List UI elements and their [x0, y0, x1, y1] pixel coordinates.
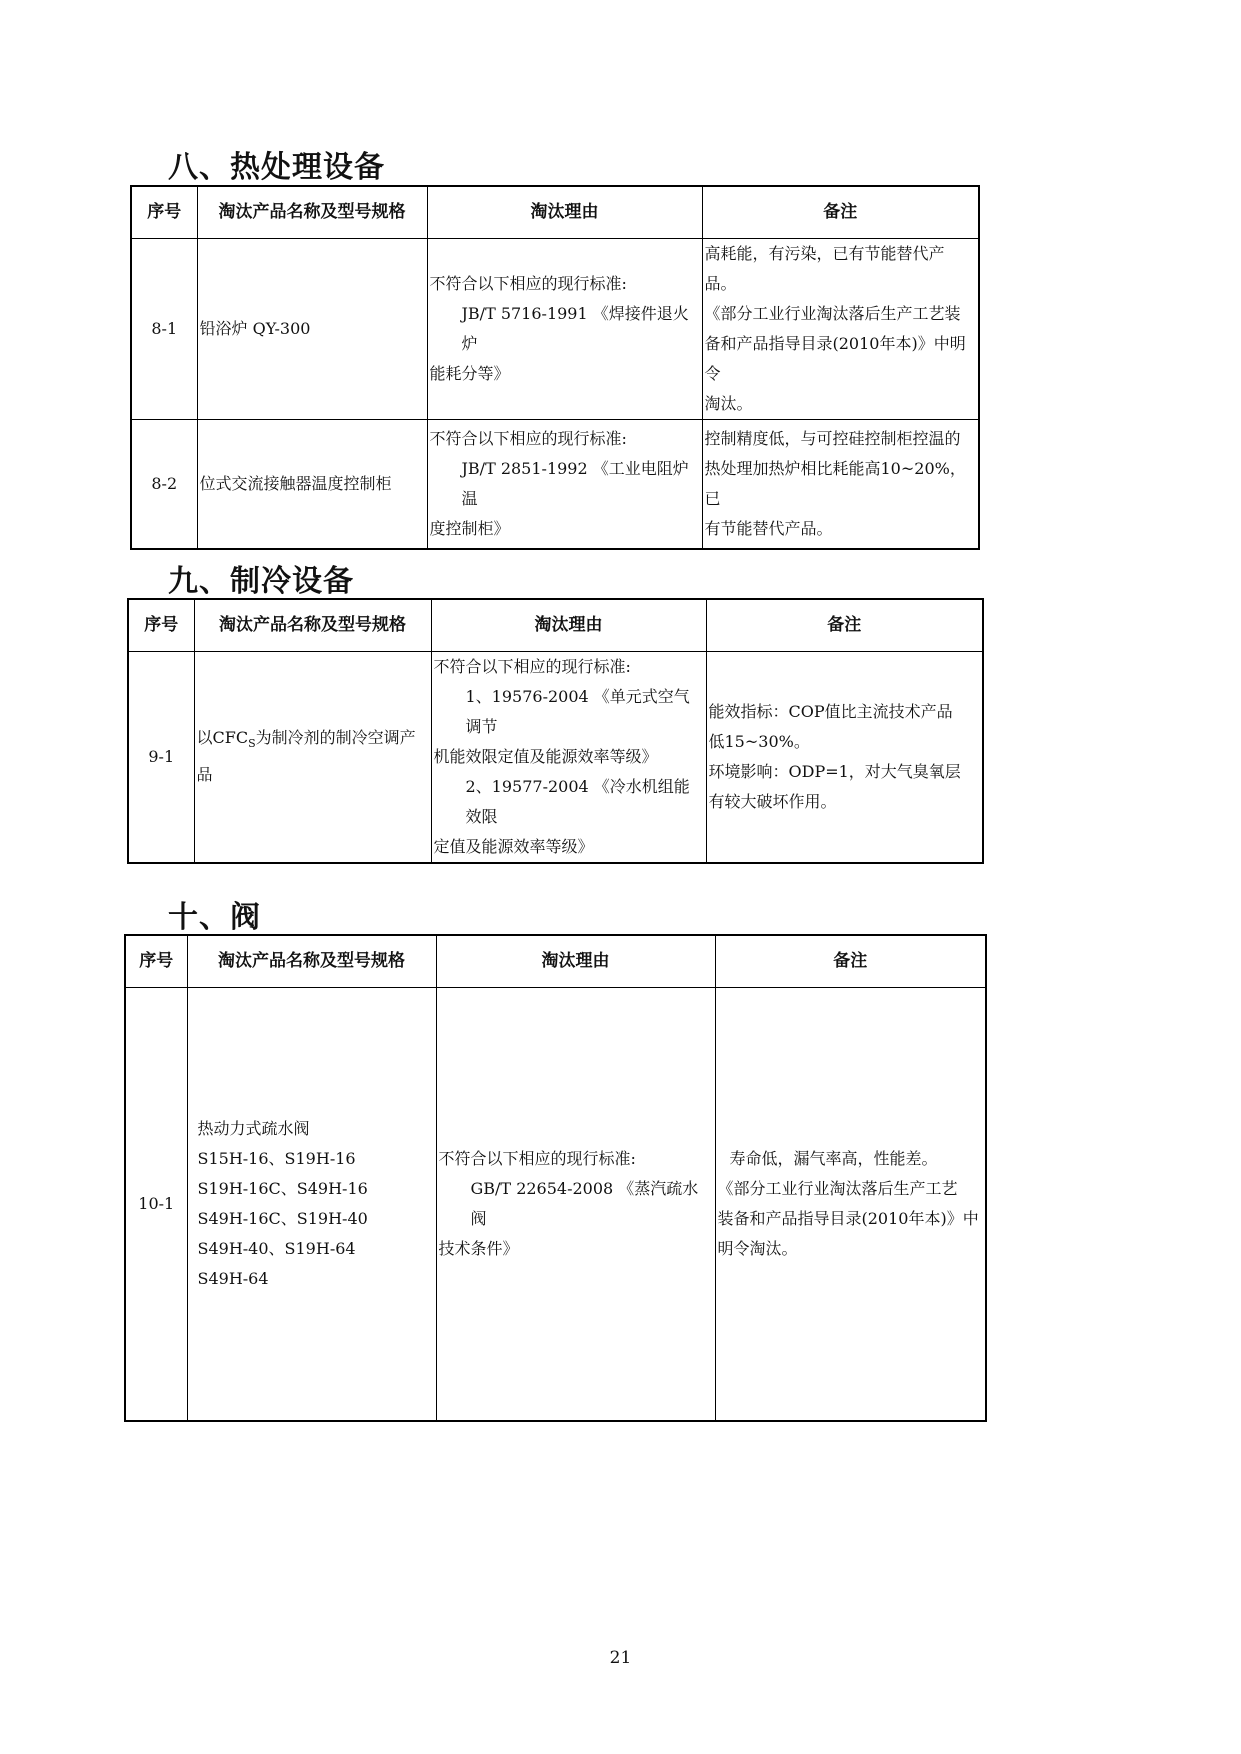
- table-row: [128, 651, 983, 863]
- row-seq: 9-1: [128, 651, 194, 863]
- name-line: S19H-16C、S49H-16: [197, 1178, 368, 1198]
- row-reason: [427, 238, 702, 419]
- note-line: 备和产品指导目录(2010年本)》中明令: [704, 333, 966, 383]
- row-seq: 8-1: [131, 238, 197, 419]
- header-note: 备注: [715, 935, 986, 987]
- reason-line: JB/T 5716-1991 《焊接件退火炉: [461, 303, 689, 353]
- section-10-title: 十、阀: [168, 900, 261, 935]
- name-suffix: 为制冷剂的制冷空调产品: [196, 728, 416, 784]
- table-row: [125, 987, 986, 1421]
- note-line: 环境影响：ODP=1，对大气臭氧层: [708, 761, 961, 781]
- row-reason: [427, 419, 702, 549]
- header-seq: 序号: [131, 186, 197, 238]
- table-row: [131, 419, 979, 549]
- reason-line: 不符合以下相应的现行标准:: [433, 656, 631, 676]
- header-reason: 淘汰理由: [436, 935, 715, 987]
- reason-line: 度控制柜》: [429, 518, 510, 538]
- section-10-table: [124, 934, 987, 1422]
- note-line: 寿命低，漏气率高，性能差。: [729, 1148, 938, 1168]
- row-name: [194, 651, 431, 863]
- table-row: [131, 238, 979, 419]
- row-note: [702, 238, 979, 419]
- note-line: 有节能替代产品。: [704, 518, 833, 538]
- row-note: [715, 987, 986, 1421]
- header-seq: 序号: [128, 599, 194, 651]
- header-reason: 淘汰理由: [431, 599, 706, 651]
- name-line: S49H-16C、S19H-40: [197, 1208, 368, 1228]
- reason-line: 机能效限定值及能源效率等级》: [433, 746, 658, 766]
- header-seq: 序号: [125, 935, 187, 987]
- header-name: 淘汰产品名称及型号规格: [197, 186, 427, 238]
- note-line: 《部分工业行业淘汰落后生产工艺: [717, 1178, 958, 1198]
- reason-line: 1、19576-2004 《单元式空气调节: [465, 686, 690, 736]
- name-line: S49H-40、S19H-64: [197, 1238, 356, 1258]
- reason-line: 2、19577-2004 《冷水机组能效限: [465, 776, 690, 826]
- row-name: 铅浴炉 QY-300: [197, 238, 427, 419]
- note-line: 热处理加热炉相比耗能高10~20%，已: [704, 458, 966, 508]
- reason-line: 能耗分等》: [429, 363, 510, 383]
- row-reason: [436, 987, 715, 1421]
- section-9-table: [127, 598, 984, 864]
- note-line: 低15~30%。: [708, 731, 810, 751]
- name-line: 热动力式疏水阀: [197, 1118, 310, 1138]
- header-name: 淘汰产品名称及型号规格: [194, 599, 431, 651]
- section-9-title: 九、制冷设备: [168, 564, 354, 599]
- note-line: 控制精度低，与可控硅控制柜控温的: [704, 428, 961, 448]
- note-line: 装备和产品指导目录(2010年本)》中: [717, 1208, 979, 1228]
- name-line: S49H-64: [197, 1268, 269, 1288]
- reason-line: 不符合以下相应的现行标准:: [429, 273, 627, 293]
- reason-line: GB/T 22654-2008 《蒸汽疏水阀: [470, 1178, 699, 1228]
- row-seq: 8-2: [131, 419, 197, 549]
- header-note: 备注: [702, 186, 979, 238]
- note-line: 能效指标：COP值比主流技术产品: [708, 701, 953, 721]
- name-prefix: 以CFC: [196, 728, 249, 748]
- row-seq: 10-1: [125, 987, 187, 1421]
- row-name: 位式交流接触器温度控制柜: [197, 419, 427, 549]
- name-subscript: S: [248, 737, 256, 751]
- table-header-row: [131, 186, 979, 238]
- note-line: 《部分工业行业淘汰落后生产工艺装: [704, 303, 961, 323]
- section-8-title: 八、热处理设备: [168, 150, 385, 185]
- table-header-row: [128, 599, 983, 651]
- row-note: [706, 651, 983, 863]
- section-8-table: [130, 185, 980, 550]
- note-line: 淘汰。: [704, 393, 753, 413]
- page-number: 21: [609, 1648, 632, 1668]
- note-line: 明令淘汰。: [717, 1238, 798, 1258]
- header-name: 淘汰产品名称及型号规格: [187, 935, 436, 987]
- reason-line: 不符合以下相应的现行标准:: [429, 428, 627, 448]
- name-line: S15H-16、S19H-16: [197, 1148, 356, 1168]
- row-name: [187, 987, 436, 1421]
- reason-line: 技术条件》: [438, 1238, 519, 1258]
- reason-line: JB/T 2851-1992 《工业电阻炉 温: [461, 458, 689, 508]
- row-reason: [431, 651, 706, 863]
- reason-line: 定值及能源效率等级》: [433, 836, 594, 856]
- header-note: 备注: [706, 599, 983, 651]
- reason-line: 不符合以下相应的现行标准:: [438, 1148, 636, 1168]
- note-line: 高耗能，有污染，已有节能替代产品。: [704, 243, 945, 293]
- table-header-row: [125, 935, 986, 987]
- note-line: 有较大破坏作用。: [708, 791, 837, 811]
- row-note: [702, 419, 979, 549]
- header-reason: 淘汰理由: [427, 186, 702, 238]
